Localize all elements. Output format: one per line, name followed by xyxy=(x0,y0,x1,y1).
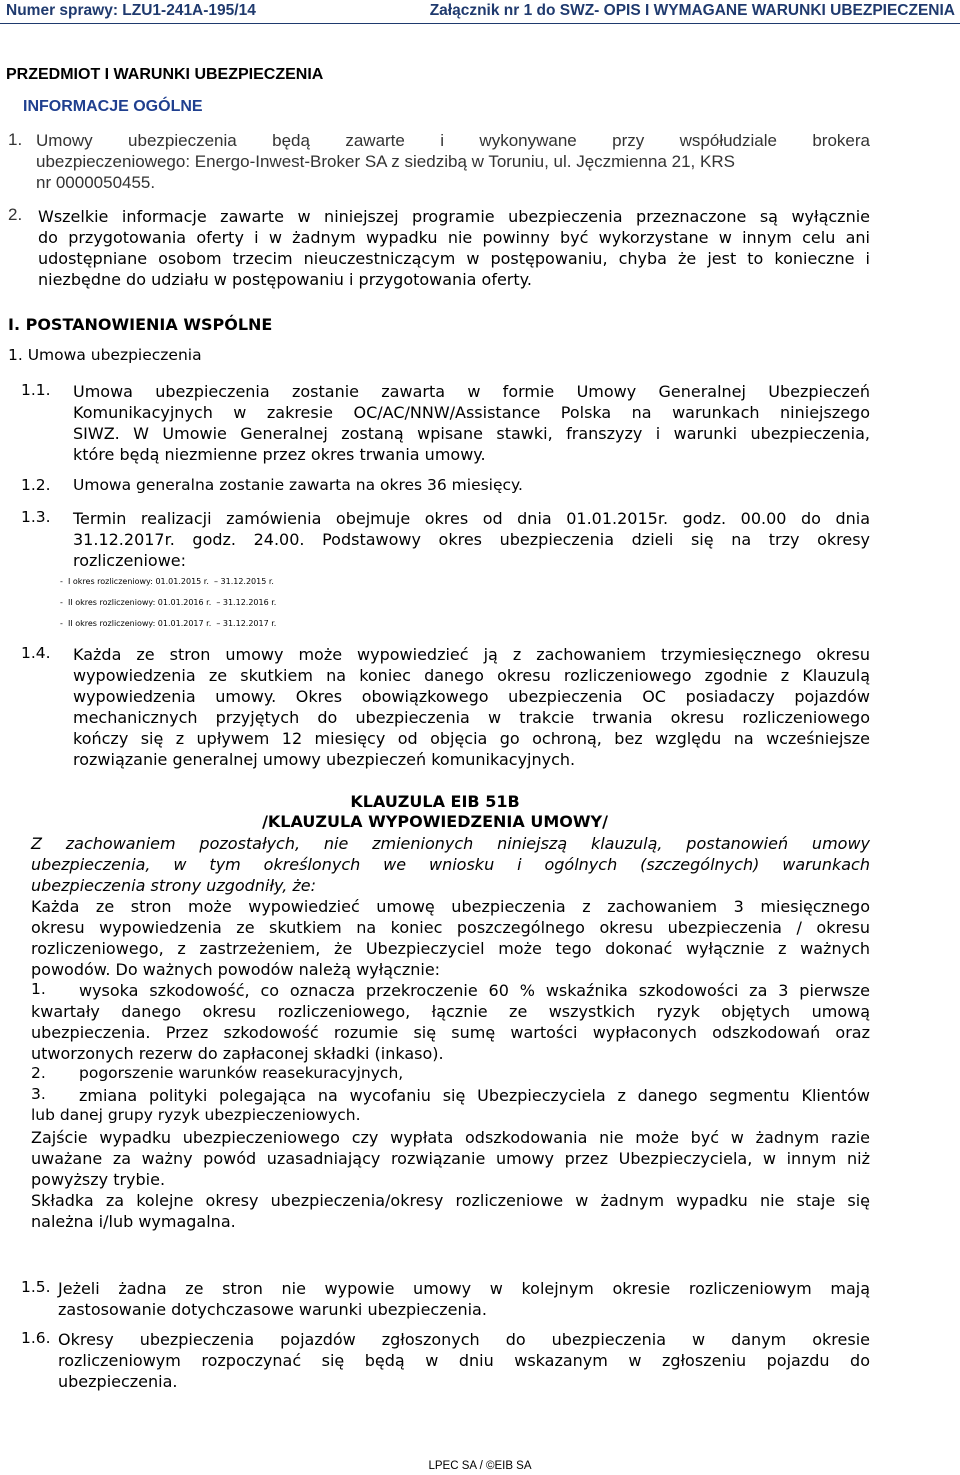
p16-text xyxy=(58,1329,870,1392)
clause-para1-line: Zajście wypadku ubezpieczeniowego czy wypłata odszkodowania nie może być w żadnym razie xyxy=(31,1128,870,1147)
clause-body-line: powodów. Do ważnych powodów należą wyłącznie: xyxy=(31,960,441,979)
p11-line: które będą niezmienne przez okres trwania umowy. xyxy=(73,445,486,464)
p13-text xyxy=(60,508,870,634)
p11-line: Umowa ubezpieczenia zostanie zawarta w formie Umowy Generalnej Ubezpieczeń xyxy=(73,382,870,401)
reason3-line: lub danej grupy ryzyk ubezpieczeniowych. xyxy=(31,1106,361,1124)
reason1-line: kwartały danego okresu rozliczeniowego, łącznie ze wszystkich ryzyk objętych umową xyxy=(31,1002,870,1021)
clause-body-line: rozliczeniowego, z zastrzeżeniem, że Ubezpieczyciel może tego dokonać wyłącznie z ważnych xyxy=(31,939,870,958)
p15-text xyxy=(58,1278,870,1320)
period-item: - II okres rozliczeniowy: 01.01.2017 r. – 31.12.2017 r. xyxy=(60,619,277,628)
p16-number: 1.6. xyxy=(21,1329,51,1347)
reason3-number: 3. xyxy=(31,1085,46,1103)
section-heading: I. POSTANOWIENIA WSPÓLNE xyxy=(8,315,273,334)
reason2-number: 2. xyxy=(31,1064,46,1082)
p15-line: zastosowanie dotychczasowe warunki ubezpieczenia. xyxy=(58,1300,487,1319)
clause-para1-line: powyższy trybie. xyxy=(31,1170,166,1189)
reason1-line: utworzonych rezerw do zapłaconej składki (inkaso). xyxy=(31,1044,444,1063)
case-number: Numer sprawy: LZU1-241A-195/14 xyxy=(6,2,256,19)
clause-intro-line: Z zachowaniem pozostałych, nie zmienionych niniejszą klauzulą, postanowień umowy xyxy=(31,834,870,853)
clause-para2-line: Składka za kolejne okresy ubezpieczenia/okresy rozliczeniowe w żadnym wypadku nie staje się xyxy=(31,1191,870,1210)
p11-line: SIWZ. W Umowie Generalnej zostaną wpisane stawki, franszyzy i warunki ubezpieczenia, xyxy=(73,424,870,443)
p14-text xyxy=(73,644,870,770)
general-item1-line: Umowy ubezpieczenia będą zawarte i wykonywane przy współudziale brokera xyxy=(36,131,870,150)
general-item1 xyxy=(36,130,870,151)
p11-number: 1.1. xyxy=(21,381,51,399)
clause-para1 xyxy=(31,1127,870,1190)
reason3-first xyxy=(79,1085,870,1106)
reason1-line: wysoka szkodowość, co oznacza przekroczenie 60 % wskaźnika szkodowości za 3 pierwsze xyxy=(79,981,870,1000)
reason1-first xyxy=(79,980,870,1001)
general-item2-line: do przygotowania oferty i w żadnym wypadku nie powinny być wykorzystane w innym celu ani xyxy=(38,228,870,247)
p13-line: 31.12.2017r. godz. 24.00. Podstawowy okres ubezpieczenia dzieli się na trzy okresy xyxy=(73,530,870,549)
reason1-line: ubezpieczenia. Przez szkodowość rozumie się sumę wartości wypłaconych odszkodowań oraz xyxy=(31,1023,870,1042)
general-item1-line: nr 0000050455. xyxy=(36,173,156,192)
general-item1-cont xyxy=(36,151,870,193)
clause-para2-line: należna i/lub wymagalna. xyxy=(31,1212,236,1231)
general-item2-number: 2. xyxy=(8,205,23,224)
p14-line: rozwiązanie generalnej umowy ubezpieczeń komunikacyjnych. xyxy=(73,750,576,769)
p16-line: rozliczeniowym rozpoczynać się będą w dniu wskazanym w zgłoszeniu pojazdu do xyxy=(58,1351,870,1370)
p15-number: 1.5. xyxy=(21,1278,51,1296)
page-footer: LPEC SA / ©EIB SA xyxy=(428,1460,532,1472)
p12-number: 1.2. xyxy=(21,476,51,494)
clause-intro xyxy=(31,833,870,896)
p15-line: Jeżeli żadna ze stron nie wypowie umowy w kolejnym okresie rozliczeniowym mają xyxy=(58,1279,870,1298)
attachment-label: Załącznik nr 1 do SWZ- OPIS I WYMAGANE WARUNKI UBEZPIECZENIA xyxy=(429,2,955,19)
reason2-text: pogorszenie warunków reasekuracyjnych, xyxy=(79,1064,404,1082)
clause-body-line: Każda ze stron może wypowiedzieć umowę ubezpieczenia z zachowaniem 3 miesięcznego xyxy=(31,897,870,916)
clause-title: KLAUZULA EIB 51B xyxy=(350,792,520,811)
clause-body-line: okresu wypowiedzenia ze skutkiem na koniec poszczególnego okresu ubezpieczenia / okresu xyxy=(31,918,870,937)
clause-subtitle: /KLAUZULA WYPOWIEDZENIA UMOWY/ xyxy=(262,812,608,831)
p14-line: Każda ze stron umowy może wypowiedzieć ją z zachowaniem trzymiesięcznego okresu xyxy=(73,645,870,664)
period-item: - I okres rozliczeniowy: 01.01.2015 r. – 31.12.2015 r. xyxy=(60,577,274,586)
clause-intro-line: ubezpieczenia, w tym określonych we wniosku i ogólnych (szczególnych) warunkach xyxy=(31,855,870,874)
p14-line: wypowiedzenia ze skutkiem na koniec danego okresu rozliczeniowego zgodnie z Klauzulą xyxy=(73,666,870,685)
reason1-rest xyxy=(31,1001,870,1064)
section-subheading: 1. Umowa ubezpieczenia xyxy=(8,346,202,364)
clause-para2 xyxy=(31,1190,870,1232)
general-item2-cont xyxy=(38,227,870,290)
p13-line: rozliczeniowe: xyxy=(73,551,187,570)
clause-body xyxy=(31,896,870,980)
general-item1-line: ubezpieczeniowego: Energo-Inwest-Broker SA z siedzibą w Toruniu, ul. Jęczmienna 21, KRS xyxy=(36,152,735,171)
general-item2-line: udostępniane osobom trzecim nieuczestniczącym w postępowaniu, chyba że jest to konieczne i xyxy=(38,249,870,268)
p16-line: ubezpieczenia. xyxy=(58,1372,178,1391)
clause-intro-line: ubezpieczenia strony uzgodniły, że: xyxy=(31,876,317,895)
general-item1-number: 1. xyxy=(8,130,23,149)
reason3-line: zmiana polityki polegająca na wycofaniu się Ubezpieczyciela z danego segmentu Klientów xyxy=(79,1086,870,1105)
p12-text: Umowa generalna zostanie zawarta na okres 36 miesięcy. xyxy=(73,476,523,494)
general-item2-line: Wszelkie informacje zawarte w niniejszej programie ubezpieczenia przeznaczone są wyłącznie xyxy=(38,207,870,226)
p11-text xyxy=(73,381,870,465)
period-item: - II okres rozliczeniowy: 01.01.2016 r. – 31.12.2016 r. xyxy=(60,598,277,607)
p14-line: wypowiedzenia umowy. Okres obowiązkowego ubezpieczenia OC posiadaczy pojazdów xyxy=(73,687,870,706)
p13-line: Termin realizacji zamówienia obejmuje okres od dnia 01.01.2015r. godz. 00.00 do dnia xyxy=(73,509,870,528)
p14-line: kończy się z upływem 12 miesięcy od objęcia go ochroną, bez względu na wcześniejsze xyxy=(73,729,870,748)
p14-line: mechanicznych przyjętych do ubezpieczenia w trakcie trwania okresu rozliczeniowego xyxy=(73,708,870,727)
reason1-number: 1. xyxy=(31,980,46,998)
p14-number: 1.4. xyxy=(21,644,51,662)
p16-line: Okresy ubezpieczenia pojazdów zgłoszonych do ubezpieczenia w danym okresie xyxy=(58,1330,870,1349)
general-item2-line: niezbędne do udziału w postępowaniu i przygotowania oferty. xyxy=(38,270,532,289)
document-title: PRZEDMIOT I WARUNKI UBEZPIECZENIA xyxy=(6,66,324,83)
general-item2 xyxy=(38,206,870,227)
p11-line: Komunikacyjnych w zakresie OC/AC/NNW/Assistance Polska na warunkach niniejszego xyxy=(73,403,870,422)
general-info-heading: INFORMACJE OGÓLNE xyxy=(23,98,203,115)
page-header xyxy=(0,0,960,24)
clause-para1-line: uważane za ważny powód uzasadniający rozwiązanie umowy przez Ubezpieczyciela, w innym niż xyxy=(31,1149,870,1168)
p13-number: 1.3. xyxy=(21,508,51,526)
